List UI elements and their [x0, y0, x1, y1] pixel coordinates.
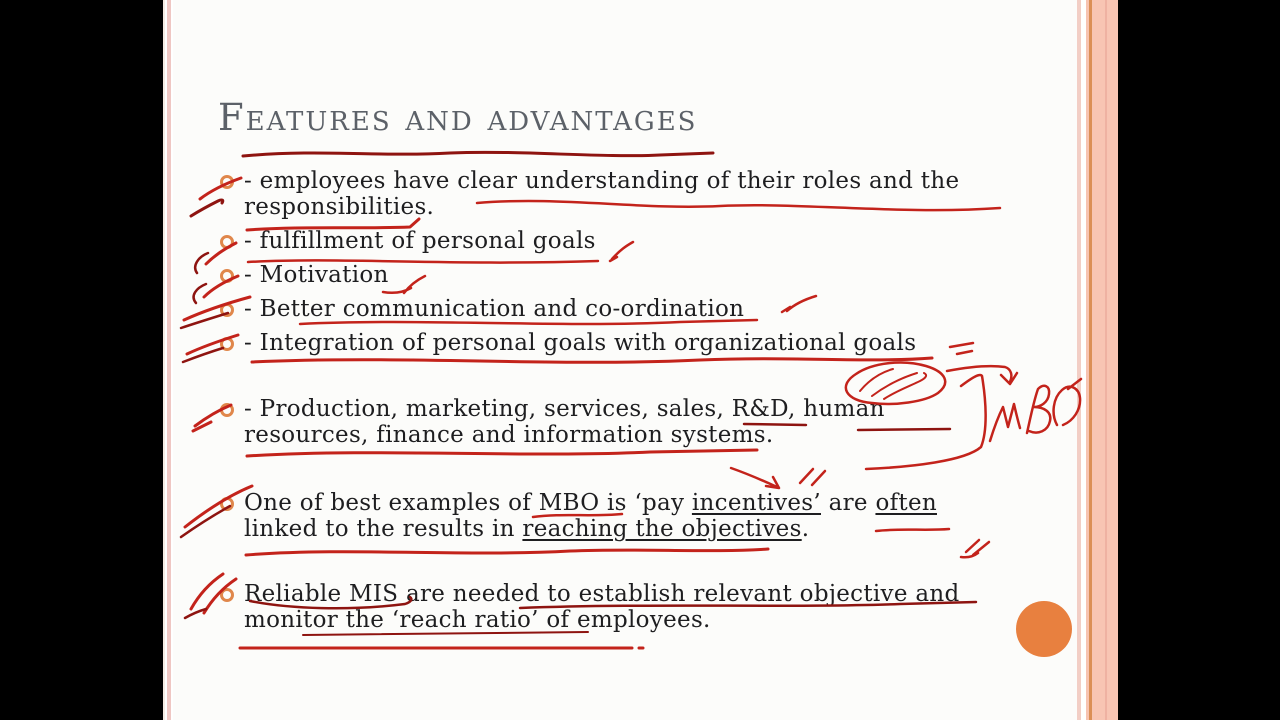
bullet-item — [220, 168, 1050, 220]
bullet-text — [244, 396, 885, 448]
bullet-list — [220, 168, 1050, 633]
bullet-item — [220, 262, 1050, 288]
bullet-text-line: responsibilities. — [244, 194, 435, 220]
slide-decoration-dot — [1016, 601, 1072, 657]
slide-title: Features and advantages — [218, 96, 698, 139]
bullet-item — [220, 228, 1050, 254]
bullet-text-line: - Motivation — [244, 262, 389, 288]
bullet-ring-icon — [220, 269, 234, 283]
bullet-ring-icon — [220, 303, 234, 317]
bullet-item — [220, 581, 1050, 633]
bullet-text — [244, 330, 916, 356]
bullet-text-line: - employees have clear understanding of their roles and the — [244, 168, 960, 194]
bullet-text — [244, 490, 937, 542]
bullet-item — [220, 396, 1050, 448]
bullet-text — [244, 262, 389, 288]
bullet-text-line: Reliable MIS are needed to establish relevant objective and — [244, 581, 960, 607]
border-stripe — [1092, 0, 1105, 720]
presentation-slide — [163, 0, 1118, 720]
bullet-item — [220, 490, 1050, 542]
bullet-ring-icon — [220, 337, 234, 351]
bullet-text-line: - Production, marketing, services, sales, R&D, human — [244, 396, 885, 422]
bullet-text — [244, 168, 959, 220]
bullet-text-line: resources, finance and information systems. — [244, 422, 774, 448]
bullet-item — [220, 330, 1050, 356]
bullet-text-line: linked to the results in reaching the objectives. — [244, 516, 810, 542]
bullet-text-line: - Better communication and co-ordination — [244, 296, 745, 322]
border-stripe — [171, 0, 173, 720]
bullet-ring-icon — [220, 588, 234, 602]
slide-left-border — [163, 0, 173, 720]
bullet-ring-icon — [220, 235, 234, 249]
bullet-ring-icon — [220, 403, 234, 417]
bullet-item — [220, 296, 1050, 322]
bullet-text-line: monitor the ‘reach ratio’ of employees. — [244, 607, 711, 633]
bullet-text-line: - fulfillment of personal goals — [244, 228, 596, 254]
bullet-text — [244, 296, 744, 322]
slide-right-border — [1077, 0, 1118, 720]
bullet-ring-icon — [220, 175, 234, 189]
bullet-ring-icon — [220, 497, 234, 511]
bullet-text-line: - Integration of personal goals with organizational goals — [244, 330, 917, 356]
border-stripe — [1107, 0, 1118, 720]
bullet-text-line: One of best examples of MBO is ‘pay incentives’ are often — [244, 490, 937, 516]
bullet-text — [244, 228, 596, 254]
bullet-text — [244, 581, 960, 633]
